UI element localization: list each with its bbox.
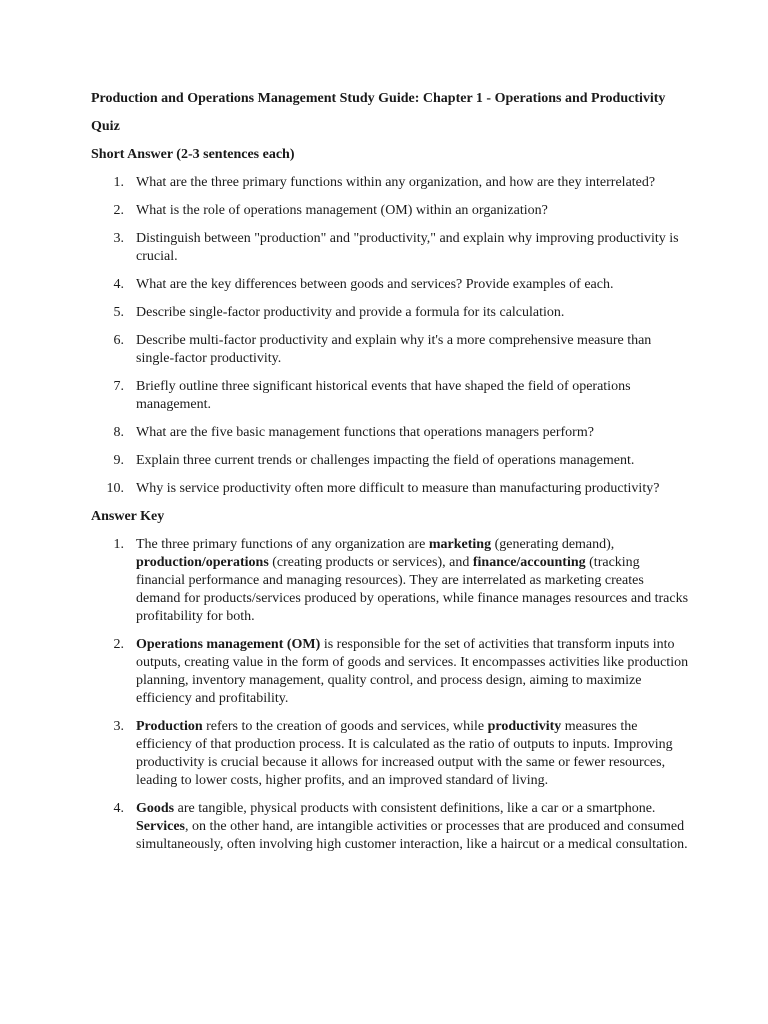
question-number: 7. (113, 379, 124, 394)
answer-item (91, 718, 691, 790)
question-item (91, 230, 691, 266)
quiz-heading: Quiz (91, 119, 120, 134)
question-item (91, 480, 691, 498)
question-text: What are the key differences between goods and services? Provide examples of each. (136, 277, 614, 292)
question-text: Distinguish between "production" and "productivity," and explain why improving productivity is crucial. (136, 231, 679, 264)
answer-item (91, 800, 691, 854)
answer-number: 2. (113, 637, 124, 652)
answer-number: 1. (113, 537, 124, 552)
question-text: What is the role of operations management (OM) within an organization? (136, 203, 548, 218)
question-number: 1. (113, 175, 124, 190)
term-production-operations: production/operations (136, 555, 269, 570)
short-answer-heading: Short Answer (2-3 sentences each) (91, 147, 295, 162)
question-item (91, 424, 691, 442)
answer-text: Operations management (OM) is responsible for the set of activities that transform inputs into outputs, creating value in the form of goods and services. It encompasses activities like production planning, inventory management, quality control, and process design, aiming to maximize efficiency and profitability. (136, 637, 689, 706)
question-text: Why is service productivity often more difficult to measure than manufacturing productivity? (136, 481, 660, 496)
question-number: 6. (113, 333, 124, 348)
answer-item (91, 636, 691, 708)
term-production: Production (136, 719, 203, 734)
question-number: 2. (113, 203, 124, 218)
question-item (91, 452, 691, 470)
question-number: 9. (113, 453, 124, 468)
question-number: 3. (113, 231, 124, 246)
question-text: Describe single-factor productivity and provide a formula for its calculation. (136, 305, 565, 320)
answer-item (91, 536, 691, 626)
question-number: 10. (106, 481, 124, 496)
question-item (91, 304, 691, 322)
term-productivity: productivity (487, 719, 562, 734)
question-item (91, 332, 691, 368)
term-operations-management: Operations management (OM) (136, 637, 321, 652)
document-page (91, 90, 691, 864)
question-list (91, 174, 691, 498)
answer-number: 4. (113, 801, 124, 816)
question-item (91, 378, 691, 414)
question-text: What are the five basic management functions that operations managers perform? (136, 425, 594, 440)
answer-number: 3. (113, 719, 124, 734)
question-number: 4. (113, 277, 124, 292)
term-finance-accounting: finance/accounting (472, 555, 586, 570)
term-services: Services (136, 819, 185, 834)
question-item (91, 174, 691, 192)
answer-text: The three primary functions of any organization are marketing (generating demand), production/operations (creating products or services), and finance/accounting (tracking financial performance and managing resources). They are interrelated as marketing creates demand for products/services produced by operations, while finance manages resources and tracks profitability for both. (136, 537, 689, 624)
answer-list (91, 536, 691, 854)
question-text: Briefly outline three significant historical events that have shaped the field of operations management. (136, 379, 631, 412)
question-text: Explain three current trends or challenges impacting the field of operations management. (136, 453, 635, 468)
question-item (91, 276, 691, 294)
question-number: 5. (113, 305, 124, 320)
question-text: Describe multi-factor productivity and explain why it's a more comprehensive measure than single-factor productivity. (136, 333, 652, 366)
answer-text: Production refers to the creation of goods and services, while productivity measures the efficiency of that production process. It is calculated as the ratio of outputs to inputs. Improving productivity is crucial because it allows for increased output with the same or fewer resources, leading to lower costs, higher profits, and an improved standard of living. (136, 719, 673, 788)
term-goods: Goods (136, 801, 175, 816)
answer-key-heading: Answer Key (91, 509, 165, 524)
answer-text: Goods are tangible, physical products with consistent definitions, like a car or a smartphone. Services, on the other hand, are intangible activities or processes that are produced and consumed simultaneously, often involving high customer interaction, like a haircut or a medical consultation. (136, 801, 688, 852)
term-marketing: marketing (428, 537, 492, 552)
question-number: 8. (113, 425, 124, 440)
question-text: What are the three primary functions within any organization, and how are they interrelated? (136, 175, 656, 190)
question-item (91, 202, 691, 220)
document-title: Production and Operations Management Study Guide: Chapter 1 - Operations and Productivity (91, 91, 666, 106)
